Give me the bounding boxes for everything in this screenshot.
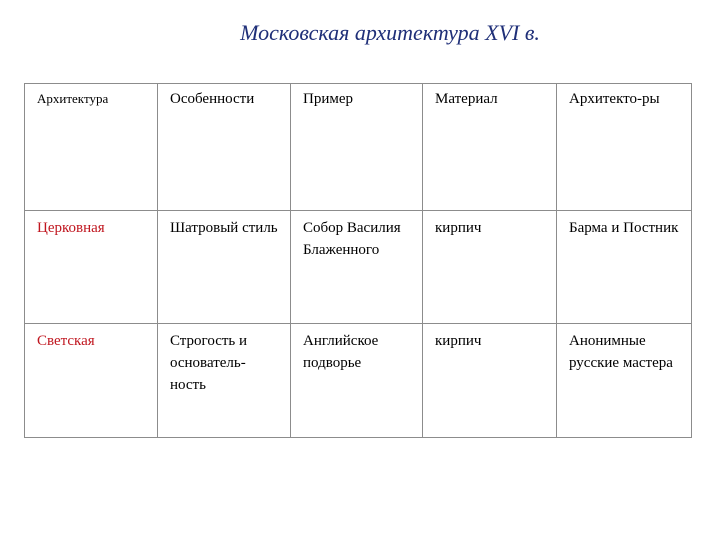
header-features: Особенности [158, 84, 291, 211]
table-cell: Собор Василия Блаженного [291, 211, 423, 324]
table-row [25, 324, 692, 438]
table-cell: Шатровый стиль [158, 211, 291, 324]
header-material: Материал [423, 84, 557, 211]
table-header-row [25, 84, 692, 211]
row-label-secular: Светская [25, 324, 158, 438]
table-cell: кирпич [423, 324, 557, 438]
header-architects: Архитекто-ры [557, 84, 692, 211]
header-architecture: Архитектура [25, 84, 158, 211]
table-cell: Анонимные русские мастера [557, 324, 692, 438]
row-label-church: Церковная [25, 211, 158, 324]
table-cell: Строгость и основатель-ность [158, 324, 291, 438]
table-cell: Барма и Постник [557, 211, 692, 324]
header-example: Пример [291, 84, 423, 211]
slide-title: Московская архитектура XVI в. [240, 20, 540, 45]
table-row [25, 211, 692, 324]
table-cell: кирпич [423, 211, 557, 324]
table-cell: Английское подворье [291, 324, 423, 438]
architecture-table [24, 83, 692, 438]
